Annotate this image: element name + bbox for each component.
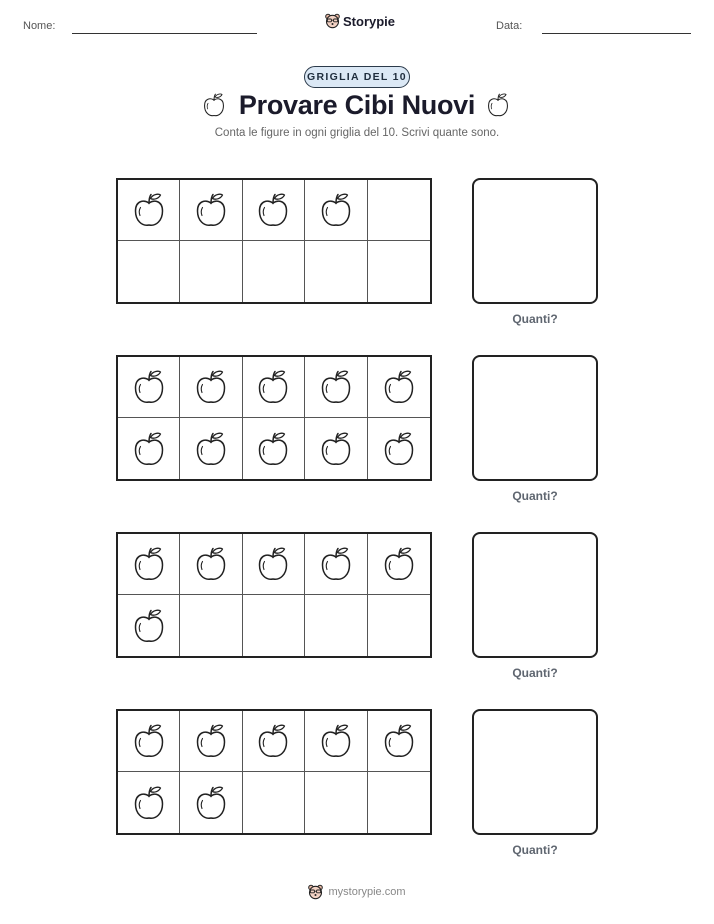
answer-label-1: Quanti? bbox=[512, 312, 558, 326]
apple-icon bbox=[484, 91, 512, 124]
empty-cell bbox=[305, 595, 367, 656]
ten-frame-1 bbox=[116, 178, 432, 304]
apple-icon bbox=[129, 429, 169, 469]
empty-cell bbox=[368, 772, 430, 833]
apple-icon bbox=[379, 544, 419, 584]
empty-cell bbox=[243, 772, 305, 833]
filled-cell bbox=[118, 772, 180, 833]
filled-cell bbox=[243, 418, 305, 479]
empty-cell bbox=[243, 241, 305, 302]
apple-icon bbox=[379, 367, 419, 407]
filled-cell bbox=[118, 418, 180, 479]
answer-box-1[interactable] bbox=[472, 178, 598, 304]
filled-cell bbox=[368, 418, 430, 479]
apple-icon bbox=[191, 429, 231, 469]
apple-icon bbox=[191, 544, 231, 584]
apple-icon bbox=[316, 429, 356, 469]
apple-icon bbox=[316, 190, 356, 230]
apple-icon bbox=[191, 367, 231, 407]
footer-url: mystorypie.com bbox=[328, 886, 406, 898]
empty-cell bbox=[305, 772, 367, 833]
brand-name: Storypie bbox=[343, 13, 396, 29]
filled-cell bbox=[118, 534, 180, 595]
filled-cell bbox=[118, 595, 180, 656]
apple-icon bbox=[129, 783, 169, 823]
filled-cell bbox=[118, 711, 180, 772]
ten-frame-4 bbox=[116, 709, 432, 835]
empty-cell bbox=[243, 595, 305, 656]
apple-icon bbox=[129, 190, 169, 230]
filled-cell bbox=[305, 418, 367, 479]
filled-cell bbox=[180, 711, 242, 772]
ten-frame-2 bbox=[116, 355, 432, 481]
apple-icon bbox=[253, 367, 293, 407]
empty-cell bbox=[180, 241, 242, 302]
empty-cell bbox=[180, 595, 242, 656]
filled-cell bbox=[305, 357, 367, 418]
answer-box-4[interactable] bbox=[472, 709, 598, 835]
filled-cell bbox=[118, 357, 180, 418]
page-title: Provare Cibi Nuovi bbox=[238, 90, 476, 120]
apple-icon bbox=[316, 721, 356, 761]
apple-icon bbox=[379, 429, 419, 469]
filled-cell bbox=[118, 180, 180, 241]
filled-cell bbox=[243, 180, 305, 241]
apple-icon bbox=[253, 429, 293, 469]
filled-cell bbox=[243, 711, 305, 772]
answer-box-3[interactable] bbox=[472, 532, 598, 658]
name-line[interactable] bbox=[72, 33, 257, 34]
apple-icon bbox=[253, 721, 293, 761]
filled-cell bbox=[243, 357, 305, 418]
empty-cell bbox=[368, 180, 430, 241]
apple-icon bbox=[191, 721, 231, 761]
apple-icon bbox=[129, 606, 169, 646]
date-line[interactable] bbox=[542, 33, 691, 34]
apple-icon bbox=[253, 190, 293, 230]
filled-cell bbox=[305, 180, 367, 241]
apple-icon bbox=[129, 367, 169, 407]
filled-cell bbox=[180, 418, 242, 479]
apple-icon bbox=[129, 544, 169, 584]
instructions: Conta le figure in ogni griglia del 10. Scrivi quante sono. bbox=[214, 127, 500, 139]
answer-label-2: Quanti? bbox=[512, 489, 558, 503]
footer bbox=[0, 884, 714, 900]
bear-logo-icon bbox=[308, 884, 323, 900]
empty-cell bbox=[368, 241, 430, 302]
filled-cell bbox=[180, 534, 242, 595]
date-label: Data: bbox=[496, 20, 523, 32]
brand-logo bbox=[325, 13, 395, 29]
apple-icon bbox=[316, 544, 356, 584]
filled-cell bbox=[180, 357, 242, 418]
apple-icon bbox=[191, 783, 231, 823]
filled-cell bbox=[368, 711, 430, 772]
apple-icon bbox=[191, 190, 231, 230]
filled-cell bbox=[180, 772, 242, 833]
empty-cell bbox=[368, 595, 430, 656]
answer-label-3: Quanti? bbox=[512, 666, 558, 680]
filled-cell bbox=[243, 534, 305, 595]
ten-frame-3 bbox=[116, 532, 432, 658]
category-badge: GRIGLIA DEL 10 bbox=[304, 66, 410, 88]
answer-box-2[interactable] bbox=[472, 355, 598, 481]
empty-cell bbox=[118, 241, 180, 302]
filled-cell bbox=[305, 711, 367, 772]
name-label: Nome: bbox=[23, 20, 56, 32]
filled-cell bbox=[368, 534, 430, 595]
filled-cell bbox=[368, 357, 430, 418]
filled-cell bbox=[305, 534, 367, 595]
filled-cell bbox=[180, 180, 242, 241]
apple-icon bbox=[253, 544, 293, 584]
answer-label-4: Quanti? bbox=[512, 843, 558, 857]
apple-icon bbox=[129, 721, 169, 761]
empty-cell bbox=[305, 241, 367, 302]
bear-logo-icon bbox=[325, 13, 340, 29]
apple-icon bbox=[316, 367, 356, 407]
apple-icon bbox=[379, 721, 419, 761]
